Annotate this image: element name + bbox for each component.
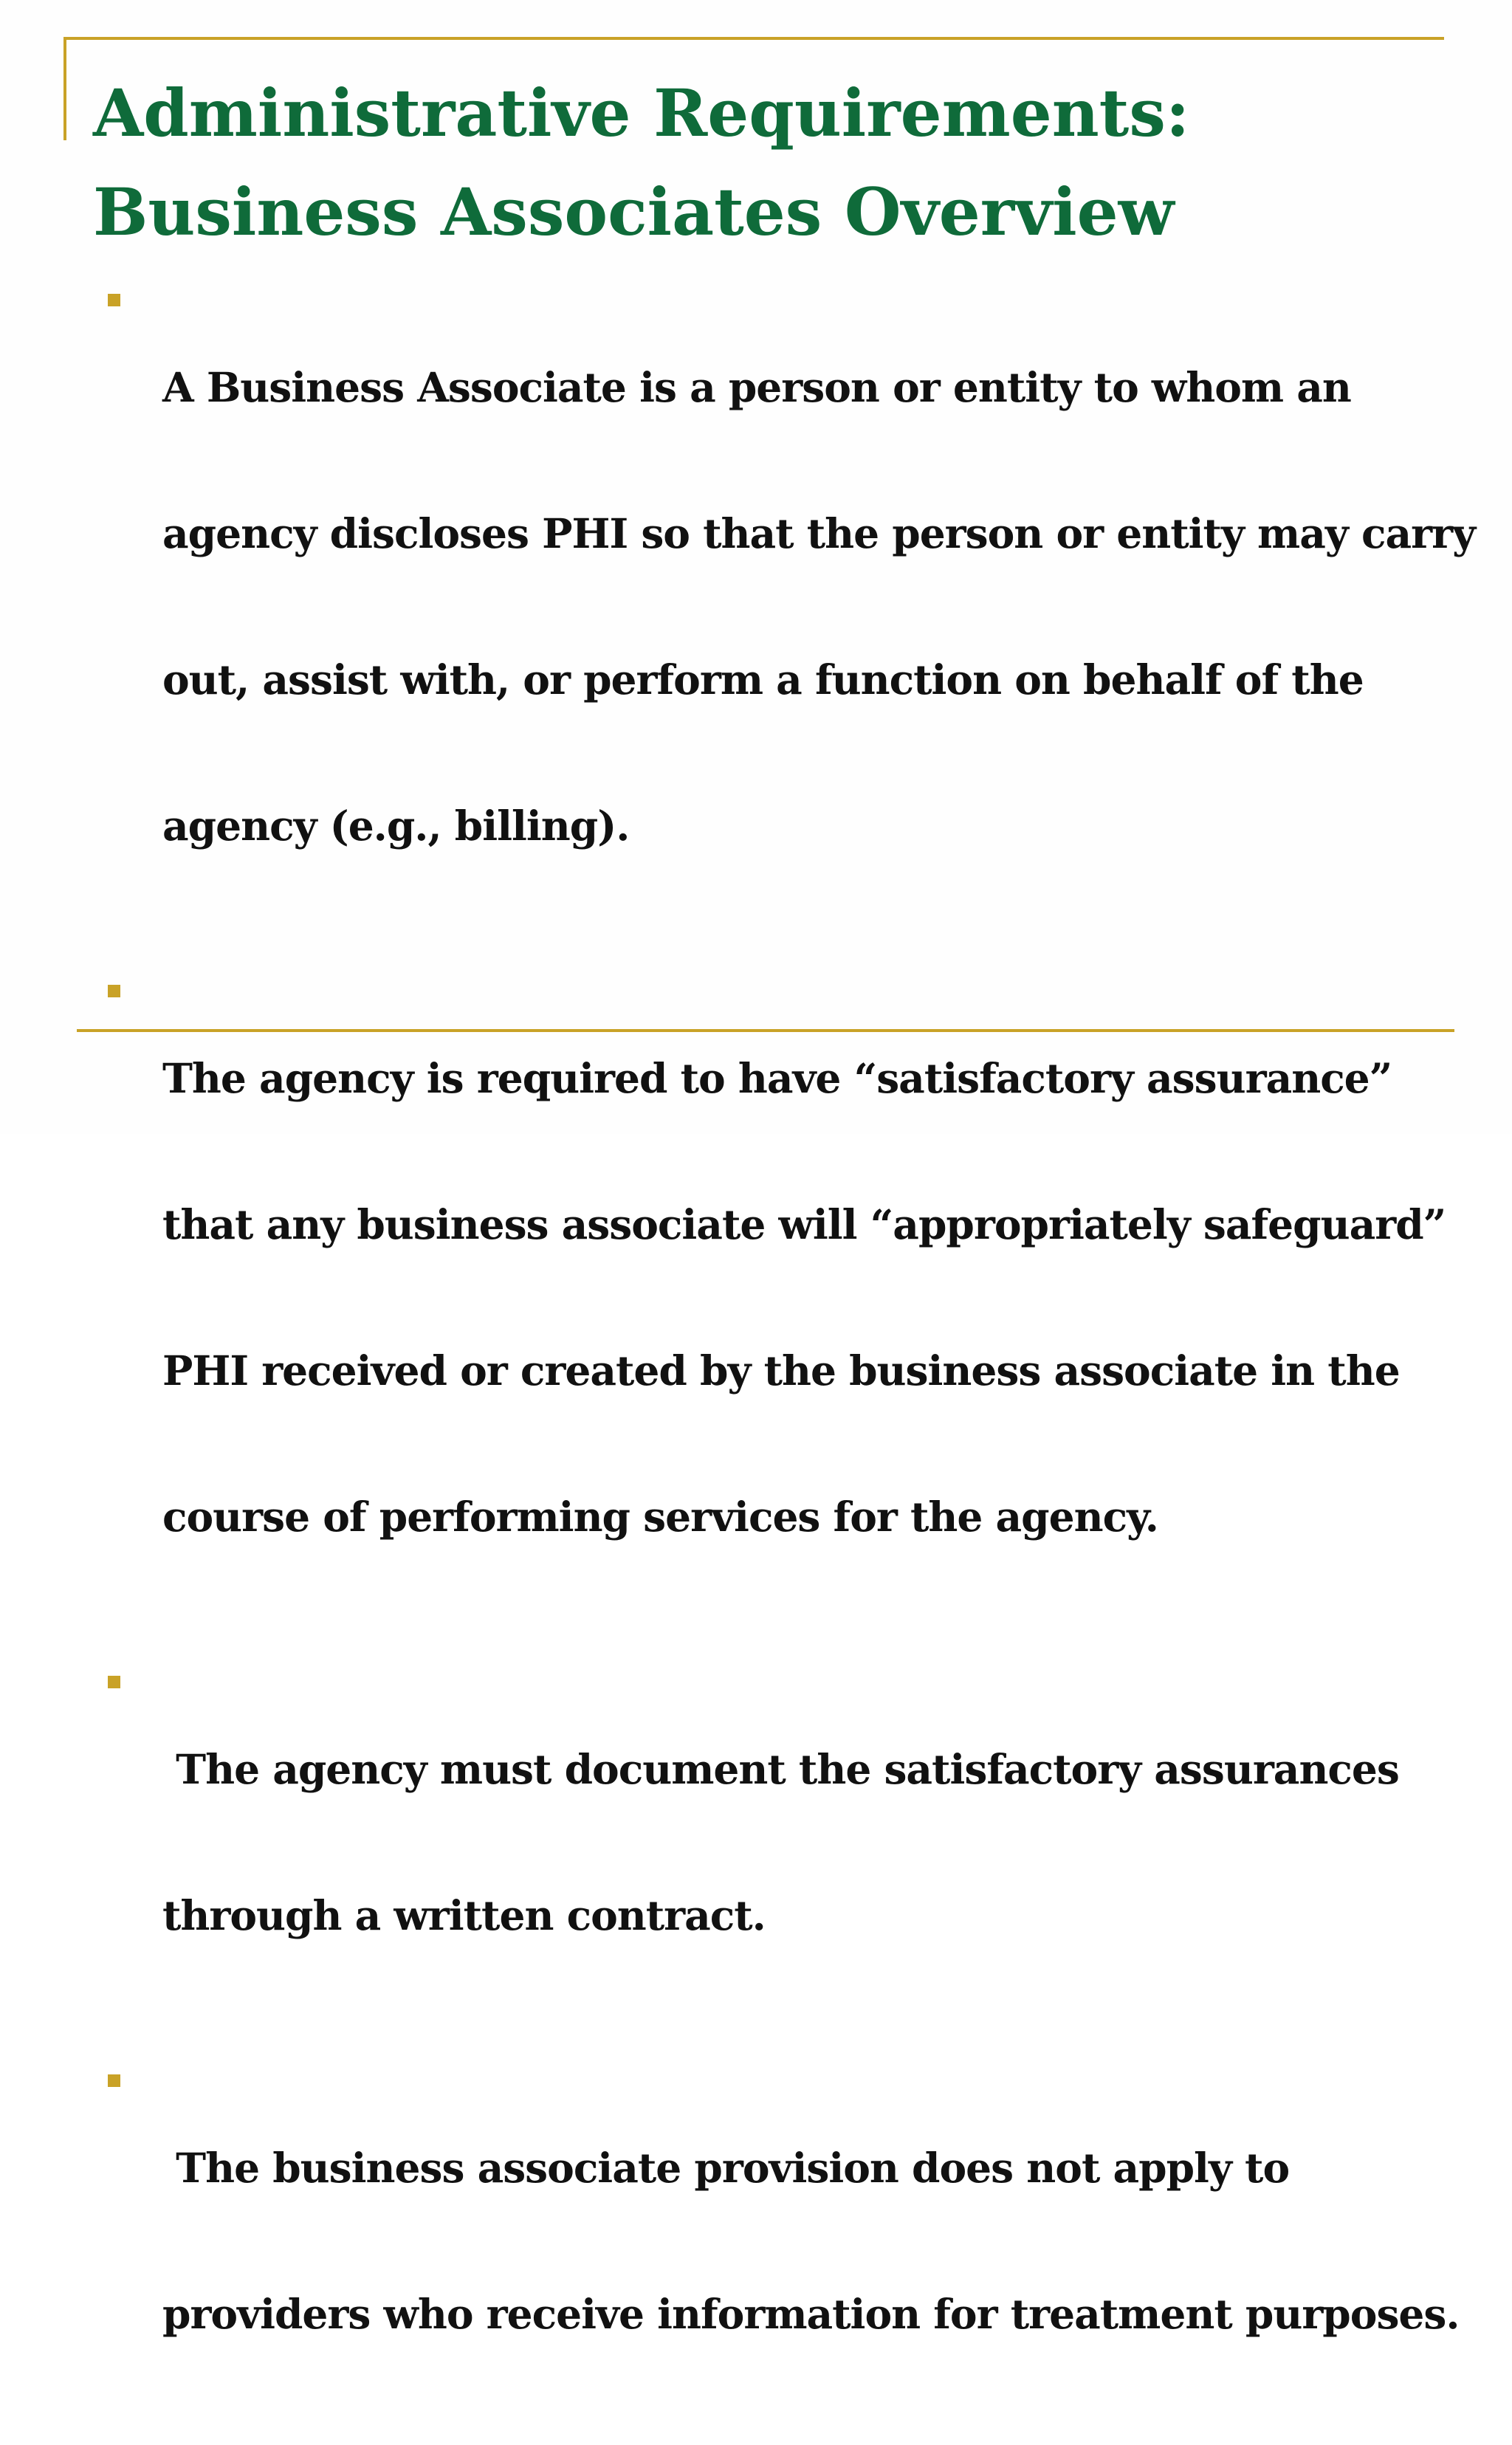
- top-divider: [63, 37, 1444, 40]
- bullet-line: agency (e.g., billing).: [162, 802, 630, 850]
- bullet-line: out, assist with, or perform a function on behalf of the: [162, 656, 1364, 704]
- square-bullet-icon: [108, 2074, 120, 2087]
- bullet-line: through a written contract.: [162, 1891, 766, 1939]
- bullet-line: agency discloses PHI so that the person or entity may carry: [162, 509, 1476, 557]
- bullet-line: The business associate provision does not apply to: [162, 2144, 1290, 2192]
- bullet-text: [162, 2046, 1460, 2436]
- bullet-text: [162, 957, 1447, 1639]
- bullet-line: PHI received or created by the business associate in the: [162, 1347, 1400, 1395]
- bullet-text: [162, 266, 1476, 948]
- left-accent-divider: [63, 37, 66, 140]
- bottom-divider: [77, 1029, 1454, 1032]
- slide-title-line-1: Administrative Requirements:: [93, 75, 1190, 151]
- bullet-line: that any business associate will “appropriately safeguard”: [162, 1200, 1446, 1248]
- slide-title-line-2: Business Associates Overview: [93, 173, 1175, 250]
- bullet-line: The agency is required to have “satisfactory assurance”: [162, 1054, 1392, 1102]
- bullet-line: The agency must document the satisfactory assurances: [162, 1745, 1399, 1793]
- bullet-line: course of performing services for the agency.: [162, 1493, 1158, 1541]
- square-bullet-icon: [108, 294, 120, 306]
- square-bullet-icon: [108, 1676, 120, 1688]
- square-bullet-icon: [108, 985, 120, 997]
- bullet-item-satisfactory-assurance: [103, 957, 1447, 1639]
- bullet-line: providers who receive information for treatment purposes.: [162, 2290, 1460, 2338]
- bullet-item-written-contract: [103, 1648, 1447, 2038]
- bullet-text: [162, 1648, 1447, 2038]
- slide-title: [93, 63, 1189, 261]
- bullet-item-business-associate-definition: [103, 266, 1476, 948]
- bullet-line: A Business Associate is a person or entity to whom an: [162, 363, 1351, 411]
- bullet-list: [103, 266, 1476, 2445]
- bullet-item-provider-exception: [103, 2046, 1460, 2436]
